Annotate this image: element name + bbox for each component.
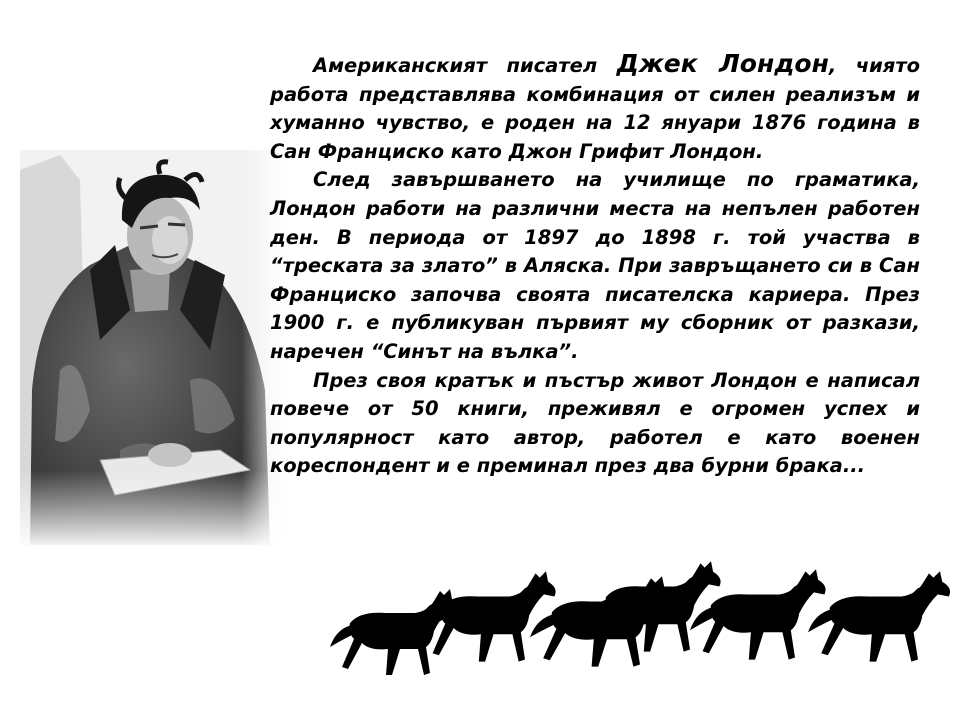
biography-text [270, 50, 920, 481]
author-portrait-image [20, 150, 290, 550]
paragraph-life: През своя кратък и пъстър живот Лондон е написал повече от 50 книги, преживял е огромен успех и популярност като автор, работел е като военен кореспондент и е преминал през два бурни брака... [270, 368, 920, 478]
running-horses-image [330, 555, 960, 675]
paragraph-career: След завършването на училище по граматика, Лондон работи на различни места на непълен работен ден. В периода от 1897 до 1898 г. той участва в “треската за злато” в Аляска. При завръщането си в Сан Франциско започва своята писателска кариера. През 1900 г. е публикуван първият му сборник от разкази, наречен “Синът на вълка”. [270, 168, 920, 363]
paragraph-intro: Американският писател Джек Лондон, чиято работа представлява комбинация от силен реализъм и хуманно чувство, е роден на 12 януари 1876 година в Сан Франциско като Джон Грифит Лондон. [270, 49, 921, 163]
author-name: Джек Лондон [616, 49, 829, 78]
